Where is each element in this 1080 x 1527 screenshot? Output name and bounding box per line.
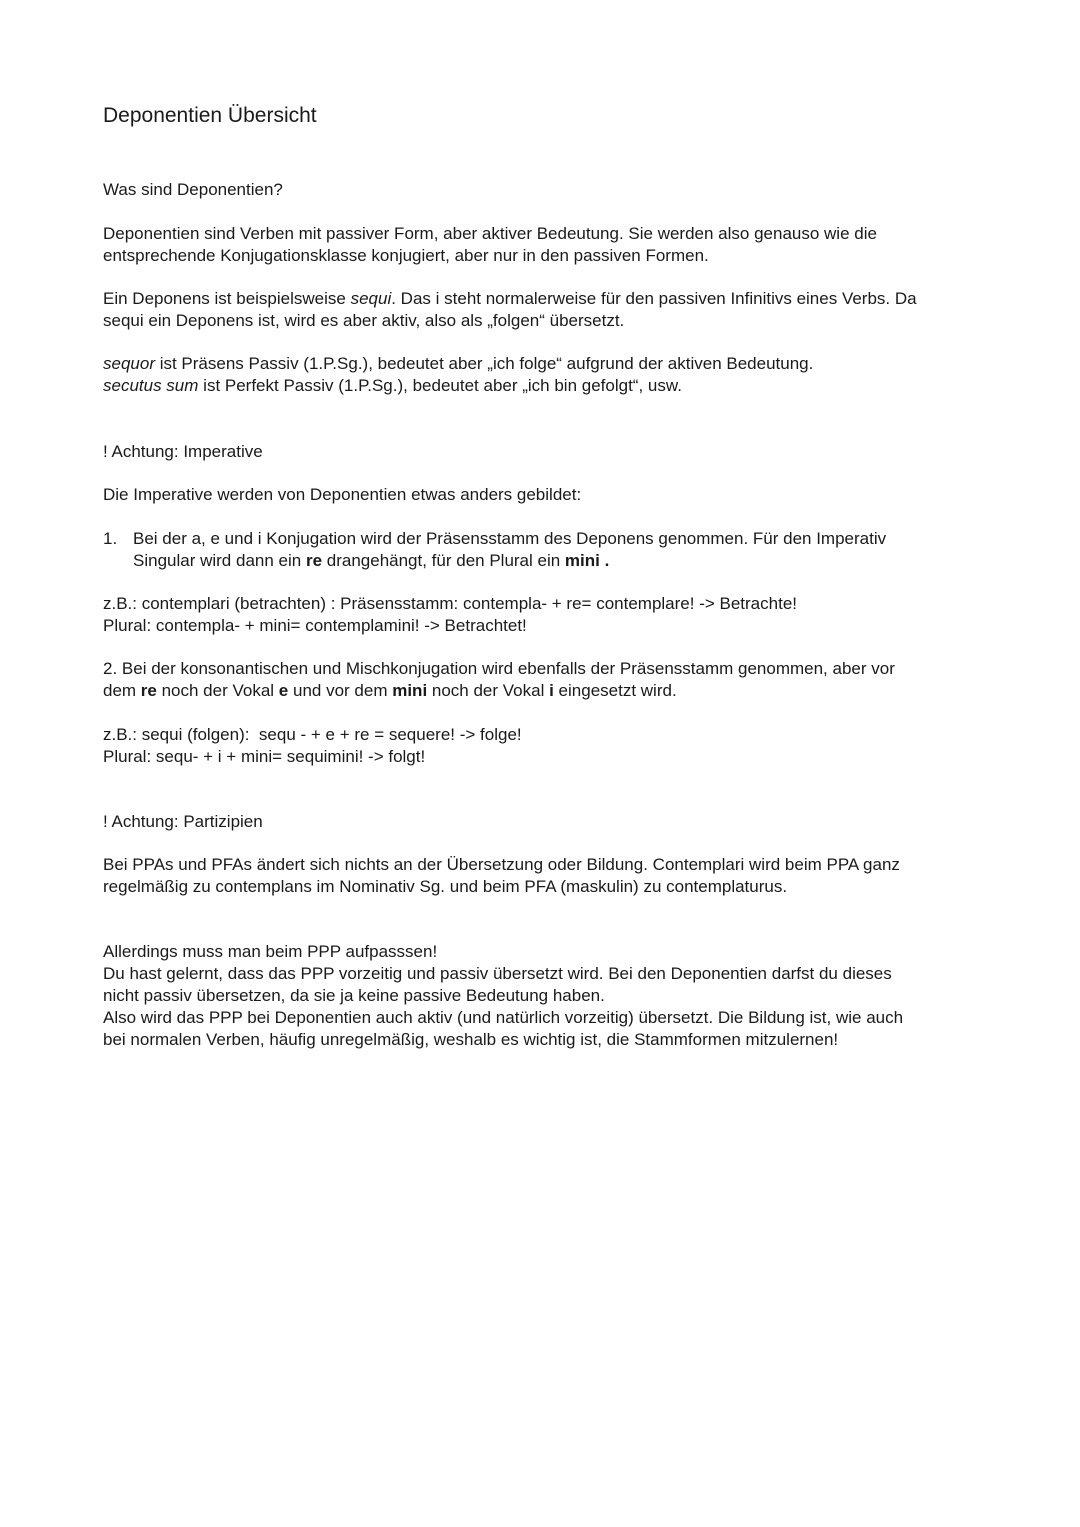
text-line: Deponentien sind Verben mit passiver Form, aber aktiver Bedeutung. Sie werden also genauso wie die [103,224,877,243]
text-line: Plural: contempla- + mini= contemplamini! -> Betrachtet! [103,616,527,635]
text-line: Ein Deponens ist beispielsweise sequi. Das i steht normalerweise für den passiven Infinitivs eines Verbs. Da [103,289,917,308]
text-line: dem re noch der Vokal e und vor dem mini noch der Vokal i eingesetzt wird. [103,681,677,700]
text-line: Also wird das PPP bei Deponentien auch aktiv (und natürlich vorzeitig) übersetzt. Die Bildung ist, wie auch [103,1008,904,1027]
text-line: Bei PPAs und PFAs ändert sich nichts an der Übersetzung oder Bildung. Contemplari wird beim PPA ganz [103,855,900,874]
page-title: Deponentien Übersicht [103,104,317,127]
text-line: z.B.: contemplari (betrachten) : Präsensstamm: contempla- + re= contemplare! -> Betrachte! [103,594,797,613]
imperative-heading: ! Achtung: Imperative [103,442,263,461]
imperative-rule-2 [103,658,895,702]
intro-paragraph-2 [103,288,917,332]
participles-heading: ! Achtung: Partizipien [103,812,263,831]
text-line: sequor ist Präsens Passiv (1.P.Sg.), bedeutet aber „ich folge“ aufgrund der aktiven Bedeutung. [103,354,814,373]
intro-paragraph-3 [103,353,813,397]
text-line: Plural: sequ- + i + mini= sequimini! -> folgt! [103,747,426,766]
text-line: bei normalen Verben, häufig unregelmäßig, weshalb es wichtig ist, die Stammformen mitzulernen! [103,1030,839,1049]
imperative-example-2 [103,724,522,768]
intro-paragraph-1 [103,223,877,267]
text-line: Du hast gelernt, dass das PPP vorzeitig und passiv übersetzt wird. Bei den Deponentien darfst du dieses [103,964,892,983]
text-line: nicht passiv übersetzen, da sie ja keine passive Bedeutung haben. [103,986,605,1005]
intro-heading: Was sind Deponentien? [103,180,283,199]
text-line: z.B.: sequi (folgen): sequ - + e + re = sequere! -> folge! [103,725,522,744]
imperative-intro: Die Imperative werden von Deponentien etwas anders gebildet: [103,485,582,504]
participles-paragraph-1 [103,854,900,898]
list-number: 1. [103,529,118,548]
text-line: Allerdings muss man beim PPP aufpasssen! [103,942,438,961]
text-line: regelmäßig zu contemplans im Nominativ Sg. und beim PFA (maskulin) zu contemplaturus. [103,877,788,896]
imperative-example-1 [103,593,797,637]
text-line: sequi ein Deponens ist, wird es aber aktiv, also als „folgen“ übersetzt. [103,311,625,330]
text-line: entsprechende Konjugationsklasse konjugiert, aber nur in den passiven Formen. [103,246,709,265]
list-item-text: Bei der a, e und i Konjugation wird der Präsensstamm des Deponens genommen. Für den Imperativ Singular wird dann ein re drangehängt, für den Plural ein mini . [133,529,887,570]
participles-paragraph-2 [103,941,903,1051]
text-line: secutus sum ist Perfekt Passiv (1.P.Sg.), bedeutet aber „ich bin gefolgt“, usw. [103,376,682,395]
imperative-rule-1 [103,528,983,572]
text-line: 2. Bei der konsonantischen und Mischkonjugation wird ebenfalls der Präsensstamm genommen, aber vor [103,659,895,678]
